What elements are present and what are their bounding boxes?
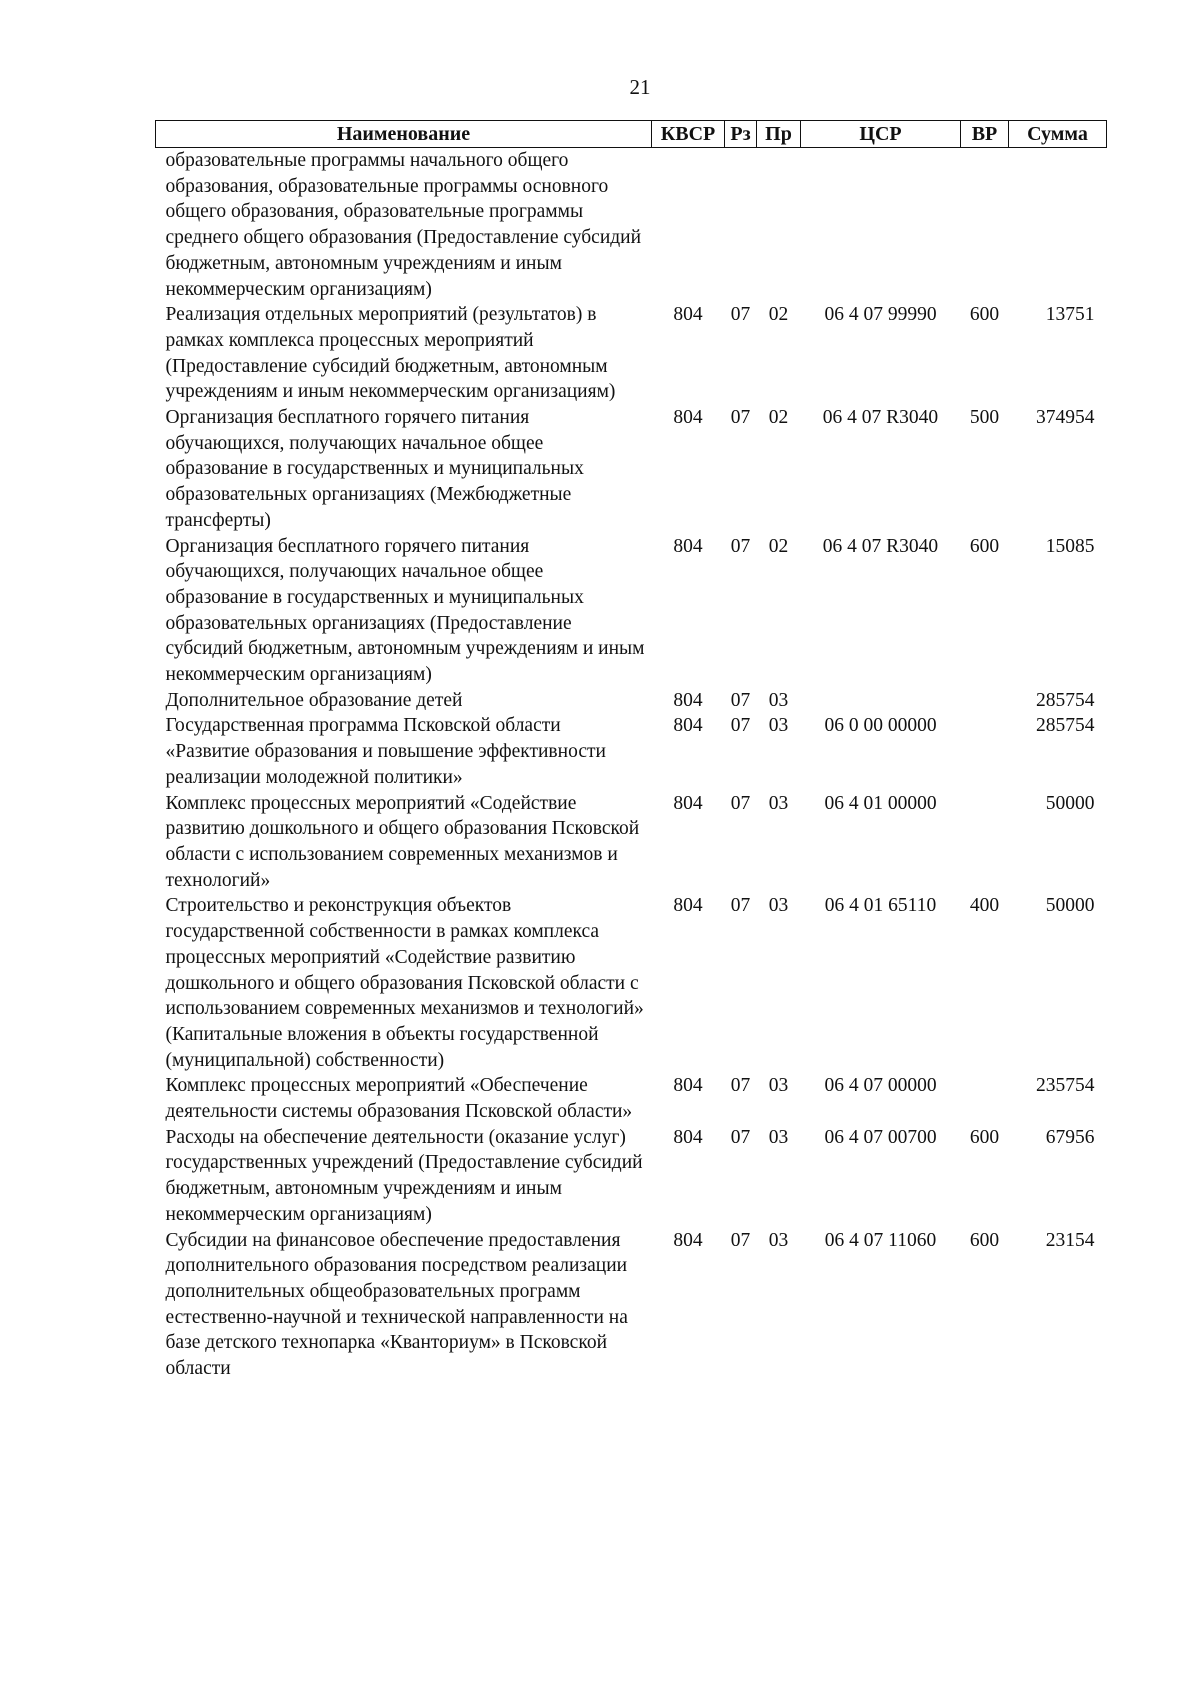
row-name: образовательные программы начального общего образования, образовательные программы основного общего образования, образовательные программы среднего общего образования (Предоставление субсидий бюджетным, автономным учреждениям и иным некоммерческим организациям) bbox=[165, 150, 642, 300]
row-csr: 06 4 07 00000 bbox=[824, 1075, 937, 1097]
row-pr: 02 bbox=[768, 407, 789, 429]
row-vr: 600 bbox=[969, 1229, 1000, 1251]
page-number: 21 bbox=[629, 75, 651, 99]
row-kvsr bbox=[652, 148, 725, 303]
row-kvsr: 804 bbox=[673, 1075, 703, 1097]
table-row bbox=[156, 1228, 1107, 1382]
table-header-row bbox=[156, 121, 1107, 148]
row-name: Комплекс процессных мероприятий «Содействие развитию дошкольного и общего образования Псковской области с использованием современных механизмов и технологий» bbox=[165, 792, 640, 891]
row-pr: 03 bbox=[768, 689, 789, 711]
row-pr: 03 bbox=[768, 1075, 789, 1097]
row-sum: 15085 bbox=[1045, 535, 1095, 557]
header-csr: ЦСР bbox=[801, 121, 961, 148]
row-sum: 235754 bbox=[1036, 1075, 1095, 1097]
table-row bbox=[156, 1073, 1107, 1124]
row-name: Дополнительное образование детей bbox=[165, 689, 463, 711]
row-name: Организация бесплатного горячего питания обучающихся, получающих начальное общее образование в государственных и муниципальных образовательных организациях (Межбюджетные трансферты) bbox=[165, 407, 584, 531]
row-rz: 07 bbox=[730, 407, 751, 429]
row-kvsr: 804 bbox=[673, 407, 703, 429]
table-row bbox=[156, 148, 1107, 303]
row-vr: 600 bbox=[969, 535, 1000, 557]
row-name: Строительство и реконструкция объектов государственной собственности в рамках комплекса процессных мероприятий «Содействие развитию дошкольного и общего образования Псковской области с использованием современных механизмов и технологий» (Капитальные вложения в объекты государственной (муниципальной) собственности) bbox=[165, 895, 644, 1071]
row-pr: 02 bbox=[768, 535, 789, 557]
row-rz bbox=[725, 148, 757, 303]
row-sum: 285754 bbox=[1036, 689, 1095, 711]
row-vr bbox=[961, 791, 1009, 894]
row-vr: 600 bbox=[969, 1126, 1000, 1148]
row-pr bbox=[757, 148, 801, 303]
row-csr: 06 4 01 65110 bbox=[824, 895, 937, 917]
row-name: Реализация отдельных мероприятий (результатов) в рамках комплекса процессных мероприятий (Предоставление субсидий бюджетным, автономным учреждениям и иным некоммерческим организациям) bbox=[165, 304, 616, 403]
row-rz: 07 bbox=[730, 1075, 751, 1097]
table-row bbox=[156, 713, 1107, 790]
table-row bbox=[156, 893, 1107, 1073]
row-kvsr: 804 bbox=[673, 535, 703, 557]
row-csr: 06 4 07 00700 bbox=[824, 1126, 937, 1148]
row-pr: 03 bbox=[768, 715, 789, 737]
row-sum: 50000 bbox=[1045, 895, 1095, 917]
row-rz: 07 bbox=[730, 535, 751, 557]
row-vr: 400 bbox=[969, 895, 1000, 917]
table-row bbox=[156, 302, 1107, 405]
row-kvsr: 804 bbox=[673, 1229, 703, 1251]
table-row bbox=[156, 534, 1107, 688]
row-name: Субсидии на финансовое обеспечение предоставления дополнительного образования посредством реализации дополнительных общеобразовательных программ естественно-научной и технической направленности на базе детского технопарка «Кванториум» в Псковской области bbox=[165, 1229, 628, 1380]
row-vr: 500 bbox=[969, 407, 1000, 429]
table-row bbox=[156, 791, 1107, 894]
row-sum bbox=[1009, 148, 1107, 303]
header-vr: ВР bbox=[961, 121, 1009, 148]
row-kvsr: 804 bbox=[673, 792, 703, 814]
row-rz: 07 bbox=[730, 715, 751, 737]
row-kvsr: 804 bbox=[673, 304, 703, 326]
row-sum: 23154 bbox=[1045, 1229, 1095, 1251]
row-name: Комплекс процессных мероприятий «Обеспечение деятельности системы образования Псковской области» bbox=[165, 1075, 633, 1123]
row-csr: 06 4 07 R3040 bbox=[822, 535, 939, 557]
row-name: Расходы на обеспечение деятельности (оказание услуг) государственных учреждений (Предоставление субсидий бюджетным, автономным учреждениям и иным некоммерческим организациям) bbox=[165, 1126, 643, 1225]
row-csr: 06 0 00 00000 bbox=[824, 715, 937, 737]
row-sum: 13751 bbox=[1045, 304, 1095, 326]
header-pr: Пр bbox=[757, 121, 801, 148]
header-kvsr: КВСР bbox=[652, 121, 725, 148]
row-name: Организация бесплатного горячего питания обучающихся, получающих начальное общее образование в государственных и муниципальных образовательных организациях (Предоставление субсидий бюджетным, автономным учреждениям и иным некоммерческим организациям) bbox=[165, 535, 645, 686]
row-vr bbox=[961, 688, 1009, 714]
row-csr: 06 4 07 11060 bbox=[824, 1229, 937, 1251]
row-rz: 07 bbox=[730, 792, 751, 814]
row-csr bbox=[801, 148, 961, 303]
row-sum: 285754 bbox=[1036, 715, 1095, 737]
row-vr bbox=[961, 713, 1009, 790]
header-name: Наименование bbox=[156, 121, 652, 148]
budget-table bbox=[155, 120, 1107, 1382]
row-rz: 07 bbox=[730, 1229, 751, 1251]
row-csr: 06 4 01 00000 bbox=[824, 792, 937, 814]
row-vr bbox=[961, 1073, 1009, 1124]
row-sum: 374954 bbox=[1036, 407, 1095, 429]
row-pr: 03 bbox=[768, 895, 789, 917]
row-csr bbox=[801, 688, 961, 714]
row-kvsr: 804 bbox=[673, 895, 703, 917]
row-rz: 07 bbox=[730, 1126, 751, 1148]
row-csr: 06 4 07 R3040 bbox=[822, 407, 939, 429]
row-rz: 07 bbox=[730, 689, 751, 711]
row-kvsr: 804 bbox=[673, 715, 703, 737]
row-pr: 02 bbox=[768, 304, 789, 326]
row-rz: 07 bbox=[730, 304, 751, 326]
header-sum: Сумма bbox=[1009, 121, 1107, 148]
table-row bbox=[156, 1125, 1107, 1228]
row-pr: 03 bbox=[768, 792, 789, 814]
table-row bbox=[156, 688, 1107, 714]
row-kvsr: 804 bbox=[673, 689, 703, 711]
row-vr: 600 bbox=[969, 304, 1000, 326]
row-csr: 06 4 07 99990 bbox=[824, 304, 937, 326]
row-pr: 03 bbox=[768, 1229, 789, 1251]
row-rz: 07 bbox=[730, 895, 751, 917]
row-vr bbox=[961, 148, 1009, 303]
row-pr: 03 bbox=[768, 1126, 789, 1148]
row-sum: 67956 bbox=[1045, 1126, 1095, 1148]
table-row bbox=[156, 405, 1107, 534]
row-name: Государственная программа Псковской области «Развитие образования и повышение эффективности реализации молодежной политики» bbox=[165, 715, 606, 788]
row-sum: 50000 bbox=[1045, 792, 1095, 814]
row-kvsr: 804 bbox=[673, 1126, 703, 1148]
header-rz: Рз bbox=[725, 121, 757, 148]
